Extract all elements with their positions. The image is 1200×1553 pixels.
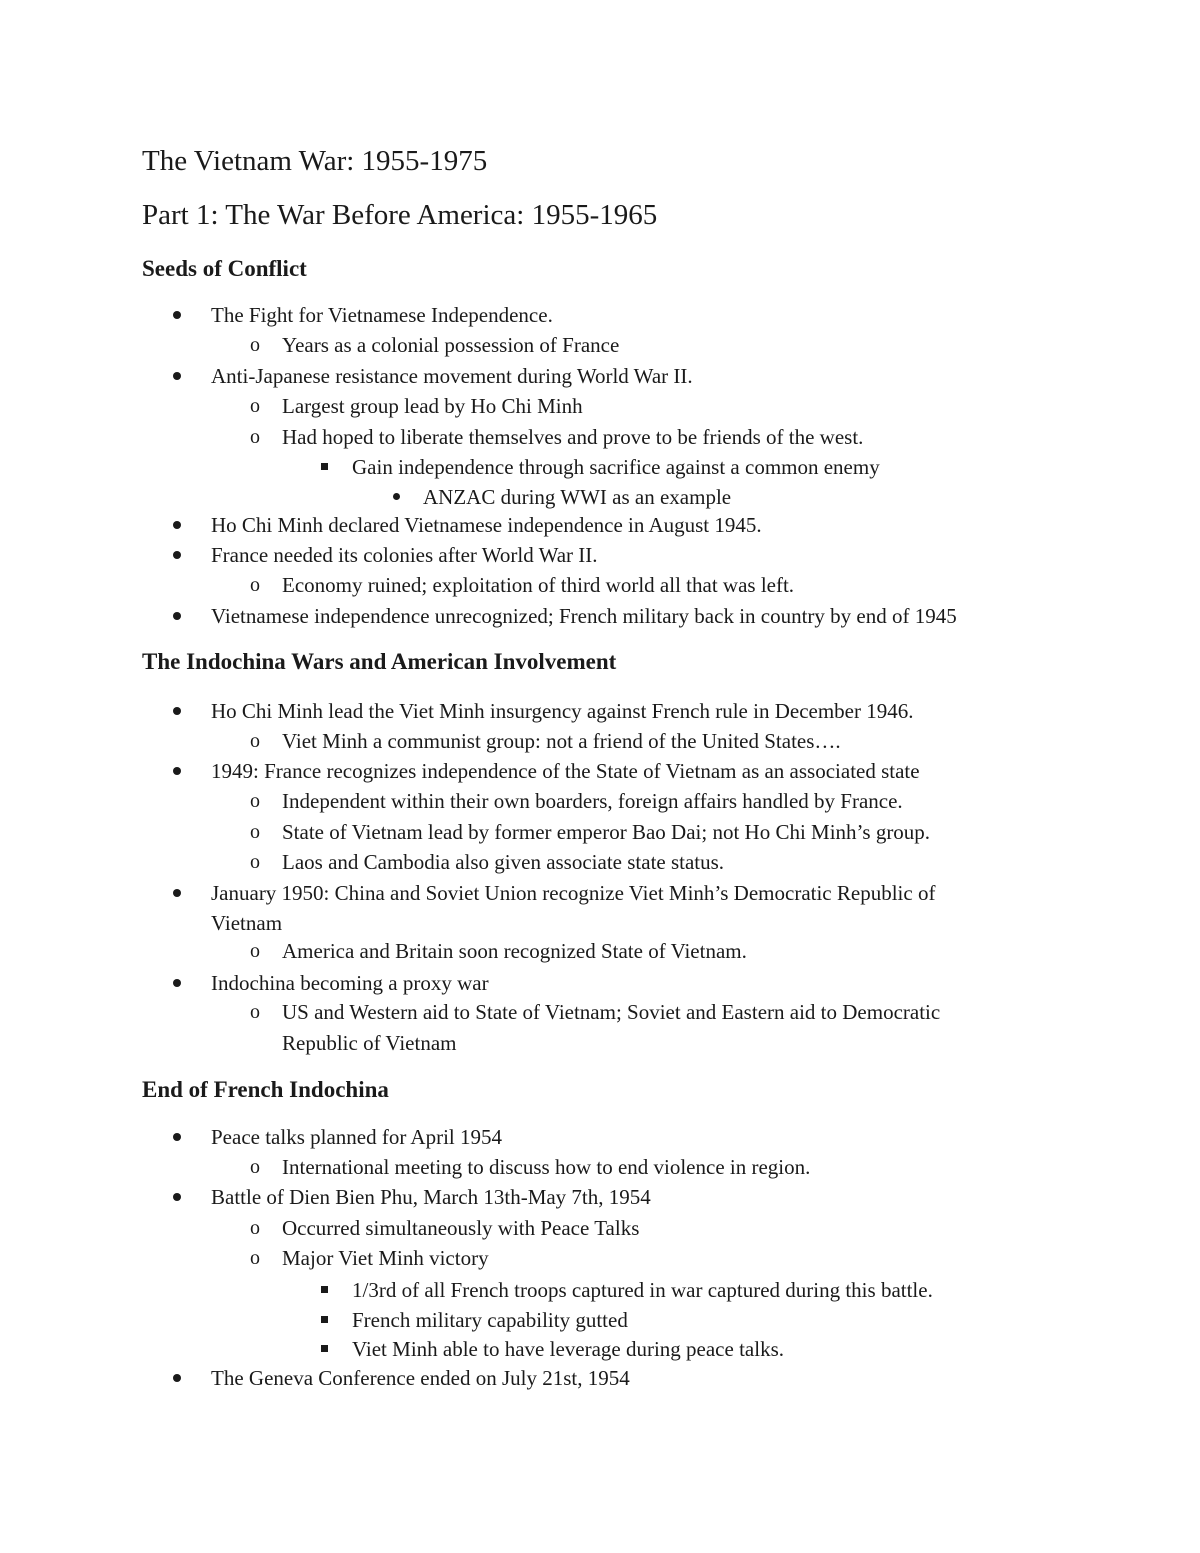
bullet-icon <box>173 1193 181 1201</box>
list-item: o Largest group lead by Ho Chi Minh <box>282 391 583 421</box>
list-item: January 1950: China and Soviet Union recognize Viet Minh’s Democratic Republic of <box>211 878 935 908</box>
section-heading-seeds-of-conflict: Seeds of Conflict <box>142 256 307 281</box>
list-item: o Viet Minh a communist group: not a friend of the United States…. <box>282 726 841 756</box>
sub-bullet-icon: o <box>250 1156 260 1178</box>
sub-bullet-icon: o <box>250 821 260 843</box>
section-heading-end-of-french-indochina: End of French Indochina <box>142 1077 389 1102</box>
list-item-continuation: Republic of Vietnam <box>282 1031 457 1055</box>
list-item: The Geneva Conference ended on July 21st, 1954 <box>211 1363 630 1393</box>
list-item: o State of Vietnam lead by former emperor Bao Dai; not Ho Chi Minh’s group. <box>282 817 930 847</box>
list-item-continuation: Vietnam <box>211 911 283 935</box>
bullet-icon <box>173 311 181 319</box>
list-item: o Independent within their own boarders, foreign affairs handled by France. <box>282 786 903 816</box>
list-item: Indochina becoming a proxy war <box>211 968 489 998</box>
sub-bullet-icon: o <box>250 574 260 596</box>
sub-bullet-icon: o <box>250 1217 260 1239</box>
sub-bullet-icon: o <box>250 1001 260 1023</box>
list-item: o America and Britain soon recognized State of Vietnam. <box>282 936 747 966</box>
square-bullet-icon <box>321 1345 328 1352</box>
document-title: The Vietnam War: 1955-1975 <box>142 145 488 177</box>
list-item: Vietnamese independence unrecognized; French military back in country by end of 1945 <box>211 601 957 631</box>
list-item: Anti-Japanese resistance movement during World War II. <box>211 361 693 391</box>
sub-bullet-icon: o <box>250 790 260 812</box>
document-subtitle: Part 1: The War Before America: 1955-1965 <box>142 199 658 231</box>
list-item: Ho Chi Minh declared Vietnamese independence in August 1945. <box>211 510 762 540</box>
sub-bullet-icon: o <box>250 426 260 448</box>
list-item: The Fight for Vietnamese Independence. <box>211 300 553 330</box>
list-item: ANZAC during WWI as an example <box>423 482 731 512</box>
list-item: o Economy ruined; exploitation of third world all that was left. <box>282 570 794 600</box>
bullet-icon <box>173 521 181 529</box>
sub-bullet-icon: o <box>250 730 260 752</box>
list-item: Battle of Dien Bien Phu, March 13th-May 7th, 1954 <box>211 1182 651 1212</box>
bullet-icon <box>173 1133 181 1141</box>
list-item: France needed its colonies after World War II. <box>211 540 598 570</box>
bullet-icon <box>173 1374 181 1382</box>
list-item: 1949: France recognizes independence of the State of Vietnam as an associated state <box>211 756 920 786</box>
bullet-icon <box>393 493 400 500</box>
square-bullet-icon <box>321 1286 328 1293</box>
sub-bullet-icon: o <box>250 1247 260 1269</box>
square-bullet-icon <box>321 463 328 470</box>
list-item: o US and Western aid to State of Vietnam; Soviet and Eastern aid to Democratic <box>282 997 940 1027</box>
bullet-icon <box>173 372 181 380</box>
list-item: Gain independence through sacrifice against a common enemy <box>352 452 880 482</box>
list-item: o International meeting to discuss how to end violence in region. <box>282 1152 810 1182</box>
section-heading-indochina-wars: The Indochina Wars and American Involvement <box>142 649 617 674</box>
list-item: Viet Minh able to have leverage during peace talks. <box>352 1334 784 1364</box>
sub-bullet-icon: o <box>250 940 260 962</box>
list-item: 1/3rd of all French troops captured in war captured during this battle. <box>352 1275 933 1305</box>
bullet-icon <box>173 612 181 620</box>
sub-bullet-icon: o <box>250 334 260 356</box>
list-item: Peace talks planned for April 1954 <box>211 1122 502 1152</box>
sub-bullet-icon: o <box>250 851 260 873</box>
list-item: French military capability gutted <box>352 1305 628 1335</box>
list-item: Ho Chi Minh lead the Viet Minh insurgency against French rule in December 1946. <box>211 696 914 726</box>
list-item: o Major Viet Minh victory <box>282 1243 489 1273</box>
bullet-icon <box>173 889 181 897</box>
list-item: o Had hoped to liberate themselves and prove to be friends of the west. <box>282 422 863 452</box>
sub-bullet-icon: o <box>250 395 260 417</box>
list-item: o Occurred simultaneously with Peace Talks <box>282 1213 639 1243</box>
bullet-icon <box>173 767 181 775</box>
square-bullet-icon <box>321 1316 328 1323</box>
bullet-icon <box>173 551 181 559</box>
bullet-icon <box>173 979 181 987</box>
bullet-icon <box>173 707 181 715</box>
list-item: o Years as a colonial possession of France <box>282 330 619 360</box>
list-item: o Laos and Cambodia also given associate state status. <box>282 847 724 877</box>
